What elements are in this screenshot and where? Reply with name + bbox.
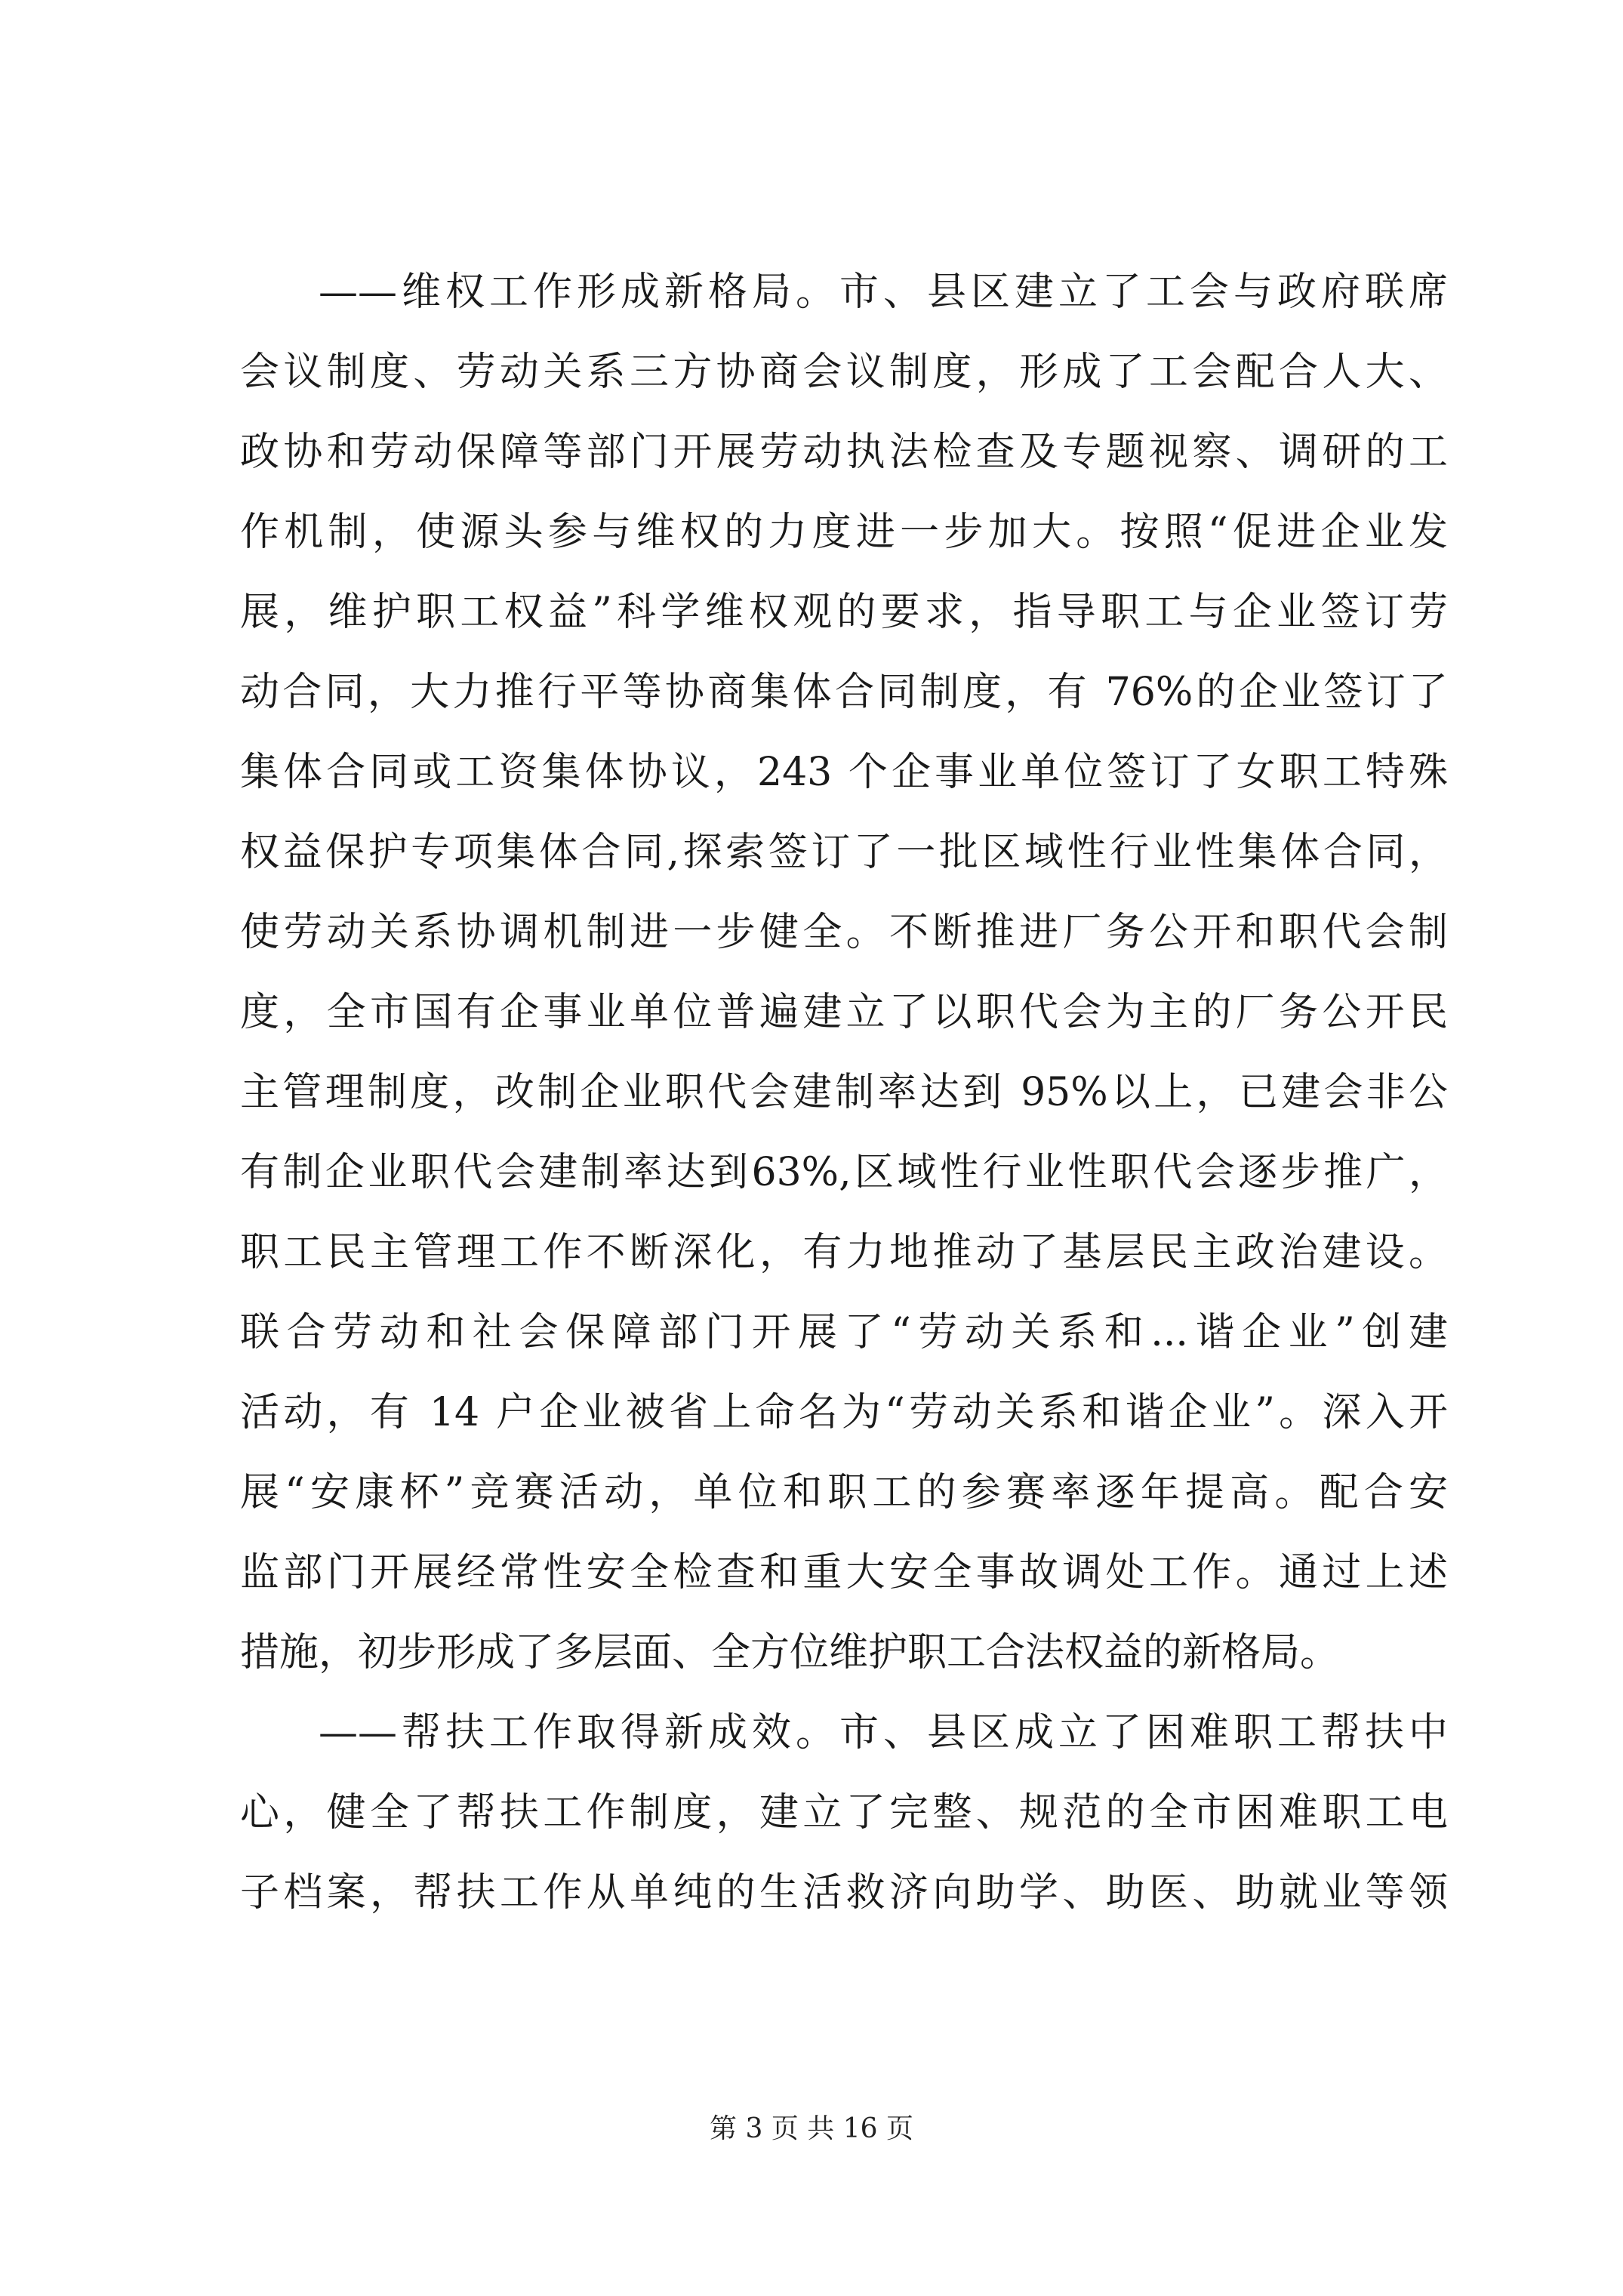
text-line: 联合劳动和社会保障部门开展了“劳动关系和...谐企业”创建 [240, 1310, 1448, 1355]
body-text [240, 252, 1448, 1933]
text-line: 主管理制度，改制企业职代会建制率达到 95%以上，已建会非公 [240, 1070, 1448, 1115]
text-line: 监部门开展经常性安全检查和重大安全事故调处工作。通过上述 [240, 1550, 1448, 1595]
text-line: 集体合同或工资集体协议，243 个企事业单位签订了女职工特殊 [240, 750, 1448, 795]
text-line: 使劳动关系协调机制进一步健全。不断推进厂务公开和职代会制 [240, 910, 1448, 955]
text-line: 作机制，使源头参与维权的力度进一步加大。按照“促进企业发 [240, 510, 1448, 555]
text-line: 动合同，大力推行平等协商集体合同制度，有 76%的企业签订了 [240, 670, 1448, 715]
text-line: 权益保护专项集体合同,探索签订了一批区域性行业性集体合同， [240, 830, 1448, 875]
text-line: 展，维护职工权益”科学维权观的要求，指导职工与企业签订劳 [240, 590, 1448, 635]
text-line: 职工民主管理工作不断深化，有力地推动了基层民主政治建设。 [240, 1230, 1448, 1275]
text-line: 心，健全了帮扶工作制度，建立了完整、规范的全市困难职工电 [240, 1790, 1448, 1835]
page-number-footer: 第 3 页 共 16 页 [710, 2113, 913, 2144]
text-line: 会议制度、劳动关系三方协商会议制度，形成了工会配合人大、 [240, 350, 1448, 395]
text-line: 活动，有 14 户企业被省上命名为“劳动关系和谐企业”。深入开 [240, 1390, 1448, 1435]
text-line: ——帮扶工作取得新成效。市、县区成立了困难职工帮扶中 [319, 1710, 1448, 1755]
text-line: 度，全市国有企事业单位普遍建立了以职代会为主的厂务公开民 [240, 990, 1448, 1035]
text-line: ——维权工作形成新格局。市、县区建立了工会与政府联席 [319, 270, 1448, 315]
text-line: 展“安康杯”竞赛活动，单位和职工的参赛率逐年提高。配合安 [240, 1470, 1448, 1515]
text-line: 子档案，帮扶工作从单纯的生活救济向助学、助医、助就业等领 [240, 1870, 1448, 1915]
text-line: 有制企业职代会建制率达到63%,区域性行业性职代会逐步推广， [240, 1150, 1448, 1195]
text-line: 政协和劳动保障等部门开展劳动执法检查及专题视察、调研的工 [240, 430, 1448, 475]
text-line: 措施，初步形成了多层面、全方位维护职工合法权益的新格局。 [240, 1630, 1340, 1675]
